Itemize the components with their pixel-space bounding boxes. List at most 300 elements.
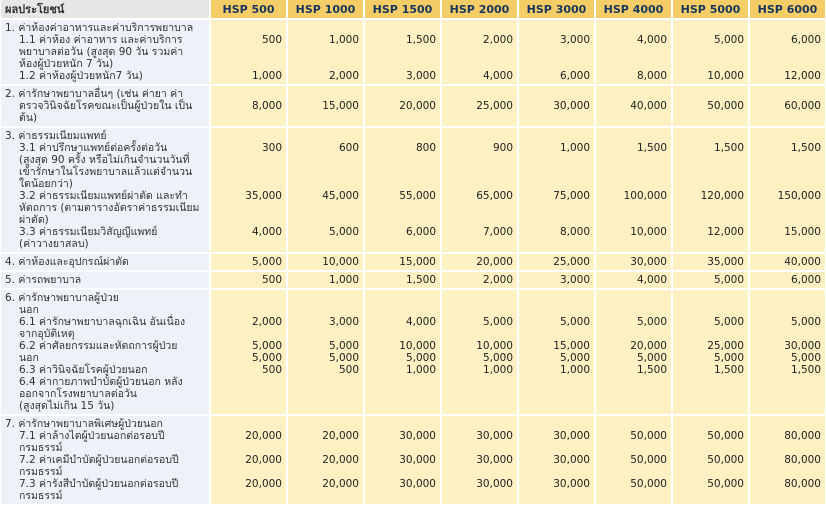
plan-value-cell	[288, 290, 363, 414]
plan-value	[292, 46, 359, 58]
plan-value	[215, 46, 282, 58]
plan-value-cell	[673, 254, 748, 270]
plan-value	[523, 58, 590, 70]
plan-value: 30,000	[399, 430, 436, 442]
plan-value-cell	[750, 254, 825, 270]
plan-value	[754, 328, 821, 340]
plan-value-cell	[519, 86, 594, 126]
benefit-label-line: (สูงสุดไม่เกิน 15 วัน)	[19, 400, 115, 412]
plan-value-cell	[365, 86, 440, 126]
benefit-label-line: 6.2 ค่าศัลยกรรมและหัตถการผู้ป่วย	[19, 340, 178, 352]
plan-value: 12,000	[707, 226, 744, 238]
plan-value	[215, 130, 282, 142]
plan-value	[215, 304, 282, 316]
plan-value: 5,000	[790, 316, 821, 328]
plan-value-cell	[519, 290, 594, 414]
plan-value-cell	[519, 254, 594, 270]
plan-value: 20,000	[245, 430, 282, 442]
benefit-label-line: 6.1 ค่ารักษาพยาบาลฉุกเฉิน อันเนื่อง	[19, 316, 186, 328]
plan-value	[446, 178, 513, 190]
plan-value: 5,000	[713, 274, 744, 286]
plan-value: 20,000	[322, 430, 359, 442]
plan-value: 500	[261, 364, 282, 376]
benefit-label	[1, 254, 209, 270]
plan-value-cell	[596, 290, 671, 414]
plan-value: 300	[261, 142, 282, 154]
plan-value	[677, 202, 744, 214]
table-row	[1, 20, 825, 84]
benefit-label-line: 3.1 ค่าปรึกษาแพทย์ต่อครั้งต่อวัน	[19, 142, 168, 154]
plan-value	[754, 418, 821, 430]
plan-value	[292, 166, 359, 178]
plan-value-cell	[211, 290, 286, 414]
plan-value	[369, 292, 436, 304]
plan-value: 6,000	[559, 70, 590, 82]
benefit-label-line: 7.1 ค่าล้างไตผู้ป่วยนอกต่อรอบปี	[19, 430, 165, 442]
benefit-label-line: 3.2 ค่าธรรมเนียมแพทย์ผ่าตัด และทำ	[19, 190, 188, 202]
plan-value: 55,000	[399, 190, 436, 202]
plan-value	[600, 214, 667, 226]
plan-value: 1,000	[251, 70, 282, 82]
benefit-label-line: 7. ค่ารักษาพยาบาลพิเศษผู้ป่วยนอก	[5, 418, 163, 430]
plan-value	[523, 292, 590, 304]
plan-value	[446, 466, 513, 478]
plan-value: 20,000	[245, 454, 282, 466]
plan-value: 50,000	[630, 430, 667, 442]
plan-value	[369, 328, 436, 340]
plan-value	[523, 166, 590, 178]
plan-value	[369, 154, 436, 166]
plan-value	[677, 58, 744, 70]
plan-value-cell	[365, 272, 440, 288]
plan-value	[292, 130, 359, 142]
plan-value: 10,000	[322, 256, 359, 268]
plan-value: 15,000	[784, 226, 821, 238]
plan-value	[754, 292, 821, 304]
table-row	[1, 416, 825, 504]
plan-value-cell	[673, 128, 748, 252]
plan-value	[446, 154, 513, 166]
plan-value	[600, 46, 667, 58]
plan-value	[754, 88, 821, 100]
benefit-label-line: ตรวจวินิจฉัยโรคขณะเป็นผู้ป่วยใน เป็น	[19, 100, 193, 112]
benefit-label-line: 5. ค่ารถพยาบาล	[5, 274, 82, 286]
plan-value	[446, 328, 513, 340]
plan-value: 30,000	[476, 478, 513, 490]
benefit-label	[1, 290, 209, 414]
plan-value	[369, 418, 436, 430]
benefit-label-line: เข้ารักษาในโรงพยาบาลแล้วแต่จำนวน	[19, 166, 193, 178]
plan-value	[523, 442, 590, 454]
plan-value	[523, 178, 590, 190]
plan-value	[446, 46, 513, 58]
plan-value	[600, 292, 667, 304]
benefit-label	[1, 272, 209, 288]
plan-value: 2,000	[482, 274, 513, 286]
plan-value-cell	[750, 128, 825, 252]
plan-value-cell	[750, 416, 825, 504]
plan-value	[215, 58, 282, 70]
plan-value: 1,500	[713, 142, 744, 154]
plan-value	[754, 202, 821, 214]
plan-value: 20,000	[245, 478, 282, 490]
plan-value-cell	[442, 20, 517, 84]
benefit-label-line: กรมธรรม์	[19, 490, 63, 502]
column-header-plan: HSP 500	[211, 0, 286, 18]
plan-value	[446, 304, 513, 316]
plan-value-cell	[365, 290, 440, 414]
plan-value: 45,000	[322, 190, 359, 202]
plan-value: 60,000	[784, 100, 821, 112]
plan-value	[677, 166, 744, 178]
plan-value-cell	[288, 128, 363, 252]
plan-value	[754, 304, 821, 316]
plan-value-cell	[596, 20, 671, 84]
plan-value: 1,500	[636, 142, 667, 154]
plan-value	[754, 442, 821, 454]
benefit-label-line: 3. ค่าธรรมเนียมแพทย์	[5, 130, 107, 142]
benefit-label-line: นอก	[19, 352, 39, 364]
plan-value	[446, 22, 513, 34]
plan-value: 1,000	[559, 364, 590, 376]
plan-value	[292, 154, 359, 166]
plan-value: 30,000	[399, 454, 436, 466]
plan-value: 10,000	[707, 70, 744, 82]
plan-value: 5,000	[790, 352, 821, 364]
benefit-label-line: นอก	[19, 304, 39, 316]
plan-value	[215, 328, 282, 340]
plan-value: 1,500	[713, 364, 744, 376]
plan-value	[677, 442, 744, 454]
plan-value-cell	[442, 128, 517, 252]
benefit-label	[1, 20, 209, 84]
plan-value: 5,000	[713, 316, 744, 328]
plan-value	[215, 418, 282, 430]
plan-value	[677, 214, 744, 226]
column-header-plan: HSP 5000	[673, 0, 748, 18]
column-header-plan: HSP 3000	[519, 0, 594, 18]
plan-value-cell	[365, 20, 440, 84]
plan-value	[523, 22, 590, 34]
benefit-label-line: กรมธรรม์	[19, 466, 63, 478]
plan-value: 2,000	[251, 316, 282, 328]
plan-value-cell	[596, 86, 671, 126]
plan-value	[292, 466, 359, 478]
benefit-label-line: 1.1 ค่าห้อง ค่าอาหาร และค่าบริการ	[19, 34, 183, 46]
plan-value-cell	[442, 290, 517, 414]
plan-value-cell	[442, 254, 517, 270]
benefit-label-line: จากอุบัติเหตุ	[19, 328, 75, 340]
plan-value: 1,500	[790, 364, 821, 376]
plan-value: 25,000	[553, 256, 590, 268]
table-body	[1, 20, 825, 504]
plan-value: 500	[338, 364, 359, 376]
plan-value-cell	[442, 416, 517, 504]
benefit-label-line: 4. ค่าห้องและอุปกรณ์ผ่าตัด	[5, 256, 129, 268]
plan-value: 8,000	[251, 100, 282, 112]
plan-value	[292, 304, 359, 316]
plan-value: 5,000	[328, 226, 359, 238]
plan-value	[369, 22, 436, 34]
plan-value: 500	[261, 34, 282, 46]
plan-value-cell	[519, 20, 594, 84]
plan-value: 4,000	[636, 34, 667, 46]
plan-value: 15,000	[322, 100, 359, 112]
plan-value	[677, 130, 744, 142]
benefit-label-line: ต้น)	[19, 112, 38, 124]
plan-value: 900	[492, 142, 513, 154]
plan-value: 5,000	[328, 340, 359, 352]
plan-value	[446, 130, 513, 142]
plan-value	[292, 418, 359, 430]
plan-value	[369, 88, 436, 100]
plan-value: 5,000	[482, 316, 513, 328]
plan-value-cell	[288, 272, 363, 288]
plan-value	[292, 214, 359, 226]
plan-value: 30,000	[476, 454, 513, 466]
plan-value: 25,000	[476, 100, 513, 112]
plan-value: 120,000	[700, 190, 744, 202]
plan-value	[446, 58, 513, 70]
plan-value	[523, 304, 590, 316]
plan-value: 8,000	[559, 226, 590, 238]
plan-value: 20,000	[322, 478, 359, 490]
plan-value: 25,000	[707, 340, 744, 352]
plan-value: 50,000	[707, 454, 744, 466]
plan-value	[446, 214, 513, 226]
plan-value: 600	[338, 142, 359, 154]
plan-value: 5,000	[636, 352, 667, 364]
plan-value: 1,500	[405, 34, 436, 46]
plan-value-cell	[519, 416, 594, 504]
plan-value	[215, 292, 282, 304]
plan-value: 35,000	[707, 256, 744, 268]
plan-value: 30,000	[476, 430, 513, 442]
plan-value-cell	[673, 416, 748, 504]
plan-value-cell	[288, 86, 363, 126]
plan-value-cell	[750, 290, 825, 414]
plan-value-cell	[365, 254, 440, 270]
plan-value: 50,000	[707, 100, 744, 112]
plan-value: 1,000	[328, 34, 359, 46]
plan-value: 5,000	[482, 352, 513, 364]
plan-value	[600, 88, 667, 100]
plan-value	[677, 466, 744, 478]
plan-value: 10,000	[399, 340, 436, 352]
plan-value: 1,000	[405, 364, 436, 376]
plan-value: 1,500	[405, 274, 436, 286]
benefit-label-line: 6. ค่ารักษาพยาบาลผู้ป่วย	[5, 292, 119, 304]
plan-value: 50,000	[630, 478, 667, 490]
plan-value: 100,000	[623, 190, 667, 202]
plan-value	[677, 88, 744, 100]
plan-value: 30,000	[399, 478, 436, 490]
plan-value	[523, 328, 590, 340]
plan-value-cell	[596, 128, 671, 252]
plan-value: 30,000	[553, 478, 590, 490]
plan-value: 3,000	[328, 316, 359, 328]
plan-value	[754, 178, 821, 190]
plan-value	[754, 154, 821, 166]
plan-value	[600, 328, 667, 340]
plan-value-cell	[211, 86, 286, 126]
plan-value	[600, 442, 667, 454]
plan-value-cell	[288, 416, 363, 504]
plan-value: 12,000	[784, 70, 821, 82]
plan-value	[446, 202, 513, 214]
plan-value-cell	[442, 272, 517, 288]
plan-value: 30,000	[630, 256, 667, 268]
plan-value-cell	[365, 416, 440, 504]
benefit-label-line: 1. ค่าห้องค่าอาหารและค่าบริการพยาบาล	[5, 22, 194, 34]
plan-value	[369, 166, 436, 178]
benefit-label-line: ใดน้อยกว่า)	[19, 178, 73, 190]
plan-value	[215, 214, 282, 226]
plan-value	[215, 154, 282, 166]
table-row	[1, 254, 825, 270]
plan-value: 50,000	[630, 454, 667, 466]
plan-value	[215, 22, 282, 34]
plan-value: 3,000	[559, 274, 590, 286]
plan-value	[446, 442, 513, 454]
plan-value: 5,000	[251, 352, 282, 364]
plan-value: 40,000	[784, 256, 821, 268]
table-row	[1, 128, 825, 252]
plan-value	[369, 202, 436, 214]
plan-value	[677, 178, 744, 190]
benefit-label	[1, 86, 209, 126]
plan-value	[600, 166, 667, 178]
benefit-label-line: กรมธรรม์	[19, 442, 63, 454]
plan-value	[369, 214, 436, 226]
benefit-label	[1, 416, 209, 504]
plan-value	[369, 304, 436, 316]
plan-value: 30,000	[553, 430, 590, 442]
plan-value: 5,000	[251, 340, 282, 352]
plan-value	[292, 292, 359, 304]
plan-value	[215, 442, 282, 454]
plan-value-cell	[750, 20, 825, 84]
plan-value-cell	[750, 86, 825, 126]
plan-value-cell	[596, 254, 671, 270]
plan-value: 15,000	[553, 340, 590, 352]
column-header-plan: HSP 6000	[750, 0, 825, 18]
column-header-plan: HSP 4000	[596, 0, 671, 18]
plan-value: 8,000	[636, 70, 667, 82]
plan-value	[523, 46, 590, 58]
plan-value: 50,000	[707, 478, 744, 490]
plan-value: 5,000	[559, 352, 590, 364]
benefit-label-line: หัตถการ (ตามตารางอัตราค่าธรรมเนียม	[19, 202, 200, 214]
plan-value: 2,000	[482, 34, 513, 46]
plan-value	[600, 58, 667, 70]
plan-value-cell	[673, 272, 748, 288]
plan-value	[600, 466, 667, 478]
plan-value	[369, 178, 436, 190]
plan-value-cell	[519, 272, 594, 288]
benefit-label-line: 6.3 ค่าวินิจฉัยโรคผู้ป่วยนอก	[19, 364, 148, 376]
plan-value-cell	[288, 254, 363, 270]
plan-value	[754, 46, 821, 58]
plan-value	[523, 466, 590, 478]
benefit-label	[1, 128, 209, 252]
column-header-benefit: ผลประโยชน์	[1, 0, 209, 18]
plan-value	[677, 22, 744, 34]
plan-value	[677, 46, 744, 58]
plan-value	[215, 88, 282, 100]
plan-value-cell	[211, 20, 286, 84]
plan-value: 75,000	[553, 190, 590, 202]
plan-value: 30,000	[784, 340, 821, 352]
plan-value	[523, 418, 590, 430]
plan-value	[292, 22, 359, 34]
plan-value	[292, 328, 359, 340]
plan-value: 35,000	[245, 190, 282, 202]
plan-value	[523, 202, 590, 214]
plan-value-cell	[211, 416, 286, 504]
header-row	[1, 0, 825, 18]
plan-value-cell	[365, 128, 440, 252]
plan-value: 20,000	[630, 340, 667, 352]
plan-value: 7,000	[482, 226, 513, 238]
plan-value: 1,000	[559, 142, 590, 154]
benefit-label-line: 7.2 ค่าเคมีบำบัดผู้ป่วยนอกต่อรอบปี	[19, 454, 179, 466]
plan-value: 65,000	[476, 190, 513, 202]
plan-value-cell	[211, 254, 286, 270]
plan-value-cell	[750, 272, 825, 288]
plan-value	[523, 214, 590, 226]
plan-value: 6,000	[405, 226, 436, 238]
benefit-label-line: พยาบาลต่อวัน (สูงสุด 90 วัน รวมค่า	[19, 46, 184, 58]
benefit-label-line: 7.3 ค่ารังสีบำบัดผู้ป่วยนอกต่อรอบปี	[19, 478, 179, 490]
plan-value	[600, 202, 667, 214]
benefit-label-line: ผ่าตัด)	[19, 214, 49, 226]
column-header-plan: HSP 1500	[365, 0, 440, 18]
plan-value: 10,000	[476, 340, 513, 352]
plan-value: 2,000	[328, 70, 359, 82]
benefit-label-line: (ค่าวางยาสลบ)	[19, 238, 89, 250]
plan-value: 4,000	[251, 226, 282, 238]
plan-value	[369, 442, 436, 454]
benefit-label-line: 2. ค่ารักษาพยาบาลอื่นๆ (เช่น ค่ายา ค่า	[5, 88, 184, 100]
plan-value: 6,000	[790, 34, 821, 46]
table-row	[1, 86, 825, 126]
plan-value: 20,000	[322, 454, 359, 466]
plan-value: 1,500	[790, 142, 821, 154]
plan-value-cell	[673, 290, 748, 414]
plan-value	[446, 418, 513, 430]
plan-value: 20,000	[399, 100, 436, 112]
plan-value: 80,000	[784, 430, 821, 442]
plan-value: 80,000	[784, 454, 821, 466]
plan-value: 5,000	[559, 316, 590, 328]
plan-value: 500	[261, 274, 282, 286]
plan-value: 30,000	[553, 454, 590, 466]
plan-value: 6,000	[790, 274, 821, 286]
plan-value: 5,000	[636, 316, 667, 328]
plan-value-cell	[288, 20, 363, 84]
plan-value	[677, 154, 744, 166]
plan-value	[215, 166, 282, 178]
plan-value	[292, 88, 359, 100]
plan-value: 1,000	[328, 274, 359, 286]
plan-value	[754, 466, 821, 478]
plan-value	[677, 304, 744, 316]
plan-value	[677, 292, 744, 304]
plan-value: 5,000	[713, 34, 744, 46]
plan-value: 5,000	[713, 352, 744, 364]
plan-value: 5,000	[405, 352, 436, 364]
